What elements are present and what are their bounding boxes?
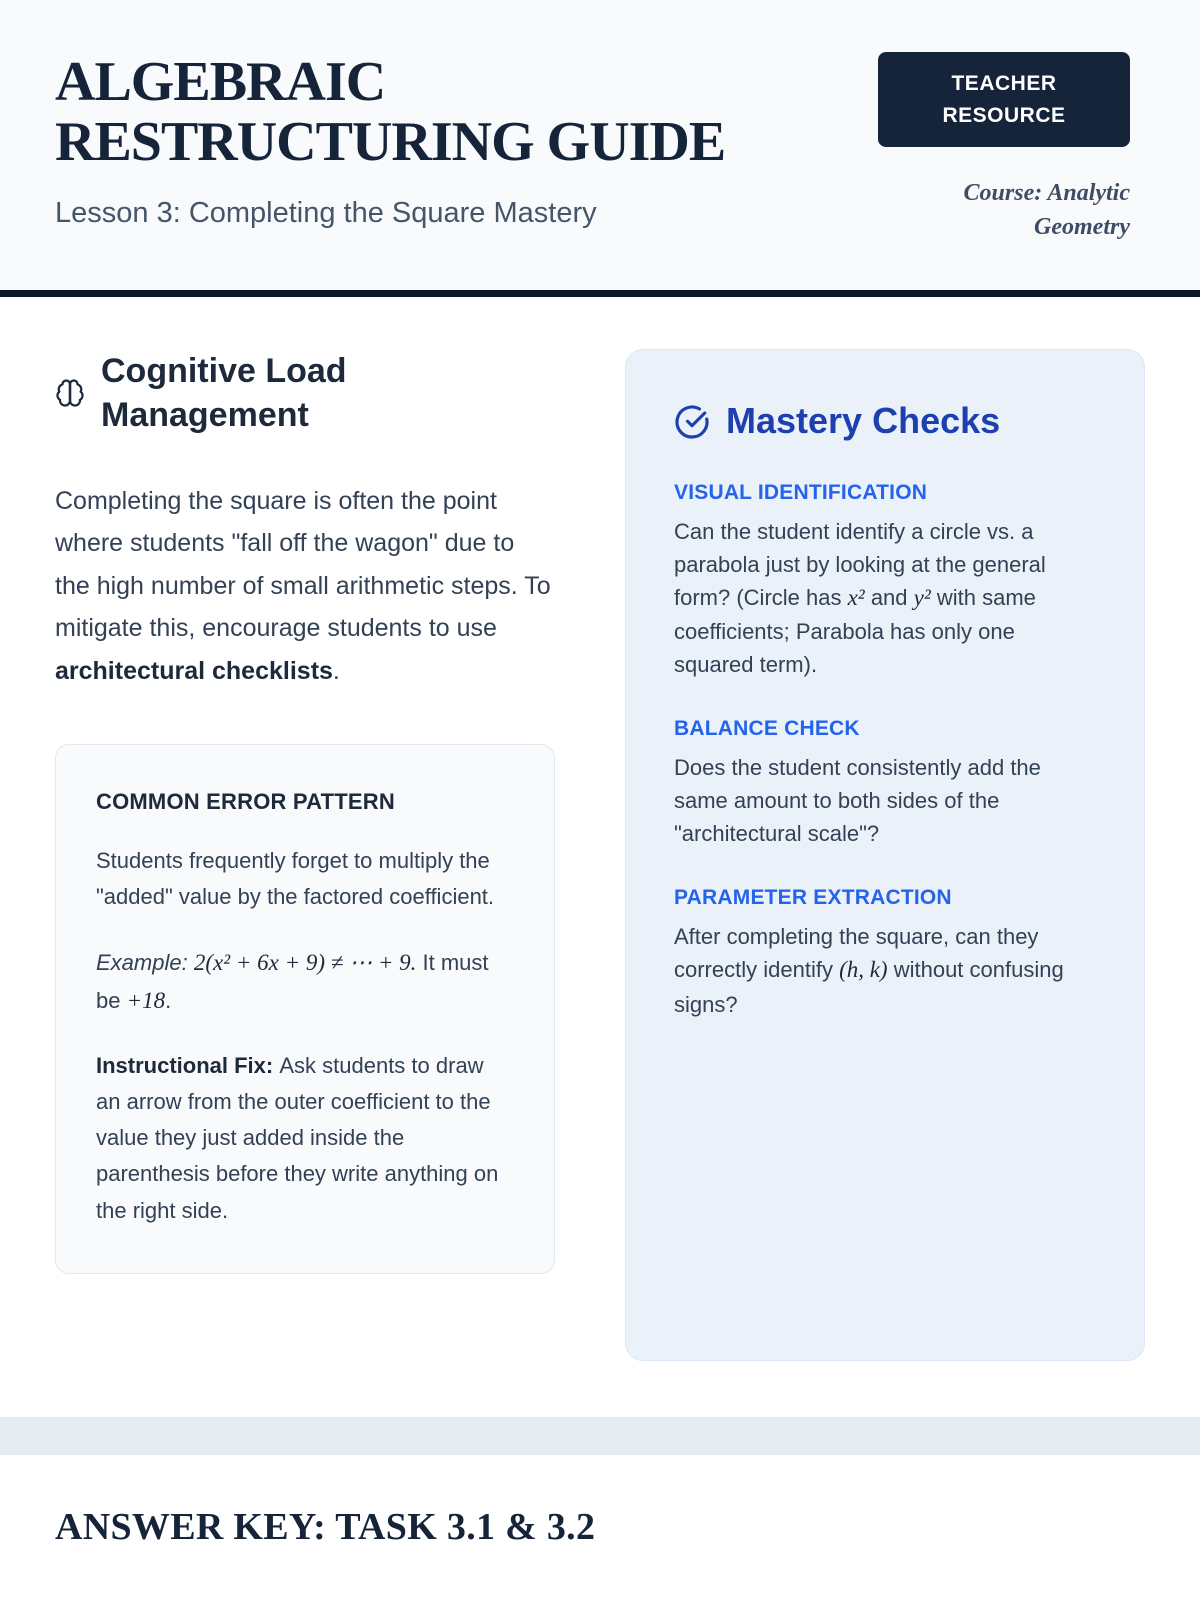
header-divider: [0, 290, 1200, 297]
cognitive-load-heading-row: [55, 349, 555, 437]
cognitive-load-section: [55, 349, 555, 1274]
example-math-2: +18: [126, 987, 166, 1013]
check-2-pre: After completing the square, can they correctly identify: [674, 924, 1039, 983]
check-label: PARAMETER EXTRACTION: [674, 886, 952, 910]
check-balance-check: [674, 717, 1096, 850]
intro-paragraph: [55, 480, 555, 693]
intro-text: Completing the square is often the point where students "fall off the wagon" due to the high number of small arithmetic steps. To mitigate this, encourage students to use: [55, 486, 551, 643]
error-card-example: [96, 944, 514, 1020]
course-label: Course: Analytic Geometry: [963, 180, 1130, 240]
cognitive-load-heading: Cognitive Load Management: [101, 352, 347, 435]
check-visual-identification: [674, 481, 1096, 682]
check-text: Does the student consistently add the same amount to both sides of the "architectural scale"?: [674, 755, 1041, 847]
fix-text: Ask students to draw an arrow from the outer coefficient to the value they just added inside the parenthesis before they write anything on the right side.: [96, 1052, 499, 1223]
mastery-checks-heading-row: [674, 398, 1096, 445]
page-title: ALGEBRAIC RESTRUCTURING GUIDE: [55, 51, 726, 174]
check-label: BALANCE CHECK: [674, 717, 860, 741]
fix-label: Instructional Fix:: [96, 1052, 280, 1078]
check-text: [674, 515, 1096, 682]
check-0-math-2: y²: [913, 584, 931, 610]
error-card-title: COMMON ERROR PATTERN: [96, 789, 395, 815]
check-circle-icon: [674, 404, 710, 440]
example-math: 2(x² + 6x + 9) ≠ ⋯ + 9.: [193, 949, 417, 975]
header-right: [878, 52, 1130, 244]
check-0-pre: Can the student identify a circle vs. a parabola just by looking at the general form? (Circle has: [674, 518, 1046, 610]
brain-icon: [55, 378, 85, 408]
answer-key-heading: ANSWER KEY: TASK 3.1 & 3.2: [55, 1506, 596, 1549]
example-mid: It must be: [96, 949, 489, 1013]
example-label: Example:: [96, 949, 194, 975]
mastery-checks-card: [625, 349, 1145, 1361]
example-end: .: [165, 987, 172, 1013]
check-0-mid: and: [864, 584, 914, 610]
main-content: [0, 297, 1200, 1361]
intro-end: .: [332, 656, 340, 685]
header: [0, 0, 1200, 290]
check-2-post: without confusing signs?: [674, 957, 1064, 1017]
error-card-fix: [96, 1048, 514, 1229]
check-label: VISUAL IDENTIFICATION: [674, 480, 928, 504]
mastery-checks-heading: Mastery Checks: [726, 400, 1001, 442]
error-card-paragraph: Students frequently forget to multiply the "added" value by the factored coefficient.: [96, 848, 495, 910]
check-parameter-extraction: [674, 886, 1096, 1021]
check-2-math: (h, k): [839, 957, 888, 983]
check-0-math-1: x²: [847, 584, 865, 610]
lesson-subtitle: Lesson 3: Completing the Square Mastery: [55, 196, 597, 229]
common-error-card: [55, 744, 555, 1274]
section-divider-band: [0, 1417, 1200, 1455]
header-left: [55, 52, 875, 230]
intro-bold-text: architectural checklists: [55, 656, 333, 685]
teacher-resource-badge: TEACHER RESOURCE: [878, 52, 1130, 147]
check-text: [674, 920, 1096, 1021]
check-0-post: with same coefficients; Parabola has only one squared term).: [674, 584, 1036, 678]
